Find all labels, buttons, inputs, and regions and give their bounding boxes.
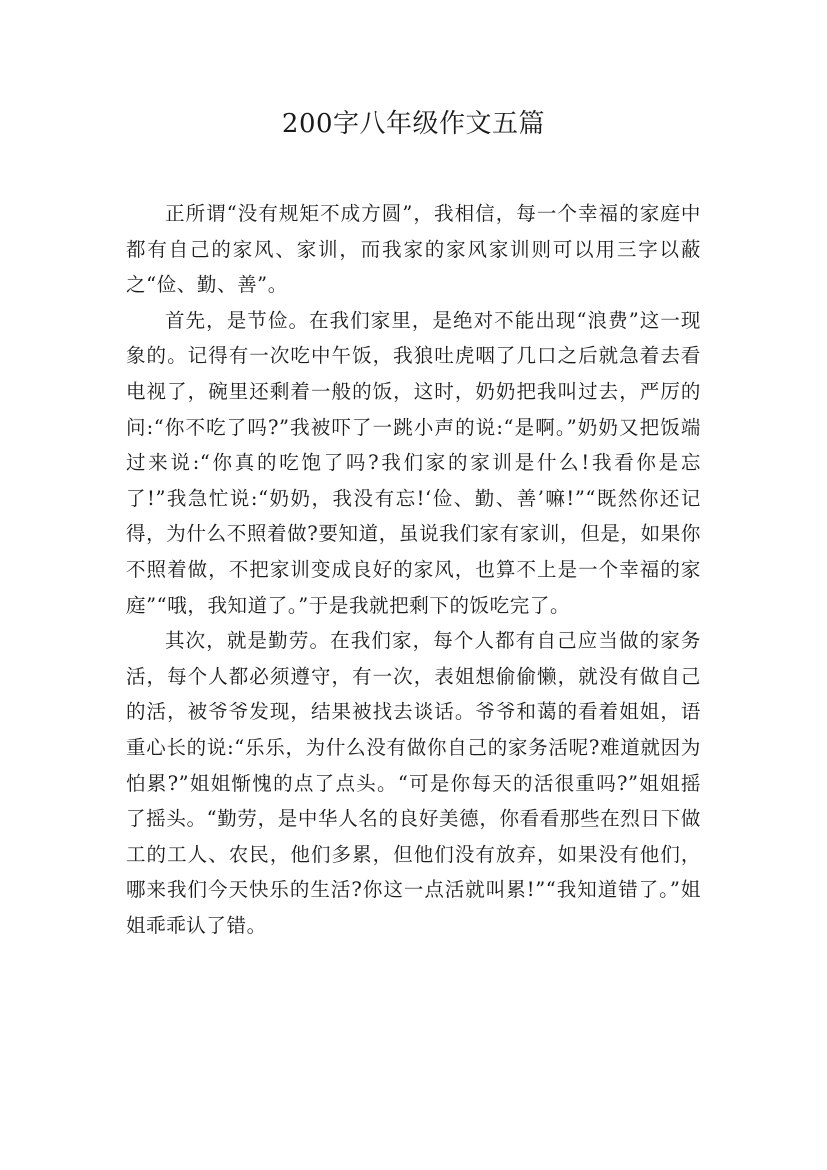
document-title: 200字八年级作文五篇 bbox=[281, 109, 546, 139]
paragraph-2: 首先，是节俭。在我们家里，是绝对不能出现“浪费”这一现象的。记得有一次吃中午饭，我狼吐虎咽了几口之后就急着去看电视了，碗里还剩着一般的饭，这时，奶奶把我叫过去，严厉的问:“你不吃了吗?”我被吓了一跳小声的说:“是啊。”奶奶又把饭端过来说:“你真的吃饱了吗?我们家的家训是什么!我看你是忘了!”我急忙说:“奶奶，我没有忘!‘俭、勤、善’嘛!”“既然你还记得，为什么不照着做?要知道，虽说我们家有家训，但是，如果你不照着做，不把家训变成良好的家风，也算不上是一个幸福的家庭”“哦，我知道了。”于是我就把剩下的饭吃完了。 bbox=[126, 308, 701, 617]
paragraph-3: 其次，就是勤劳。在我们家，每个人都有自己应当做的家务活，每个人都必须遵守，有一次，表姐想偷偷懒，就没有做自己的活，被爷爷发现，结果被找去谈话。爷爷和蔼的看着姐姐，语重心长的说:“乐乐，为什么没有做你自己的家务活呢?难道就因为怕累?”姐姐惭愧的点了点头。“可是你每天的活很重吗?”姐姐摇了摇头。“勤劳，是中华人名的良好美德，你看看那些在烈日下做工的工人、农民，他们多累，但他们没有放弃，如果没有他们，哪来我们今天快乐的生活?你这一点活就叫累!”“我知道错了。”姐姐乖乖认了错。 bbox=[126, 629, 701, 937]
document-body bbox=[126, 196, 701, 943]
paragraph-1: 正所谓“没有规矩不成方圆”，我相信，每一个幸福的家庭中都有自己的家风、家训，而我家的家风家训则可以用三字以蔽之“俭、勤、善”。 bbox=[126, 202, 701, 297]
